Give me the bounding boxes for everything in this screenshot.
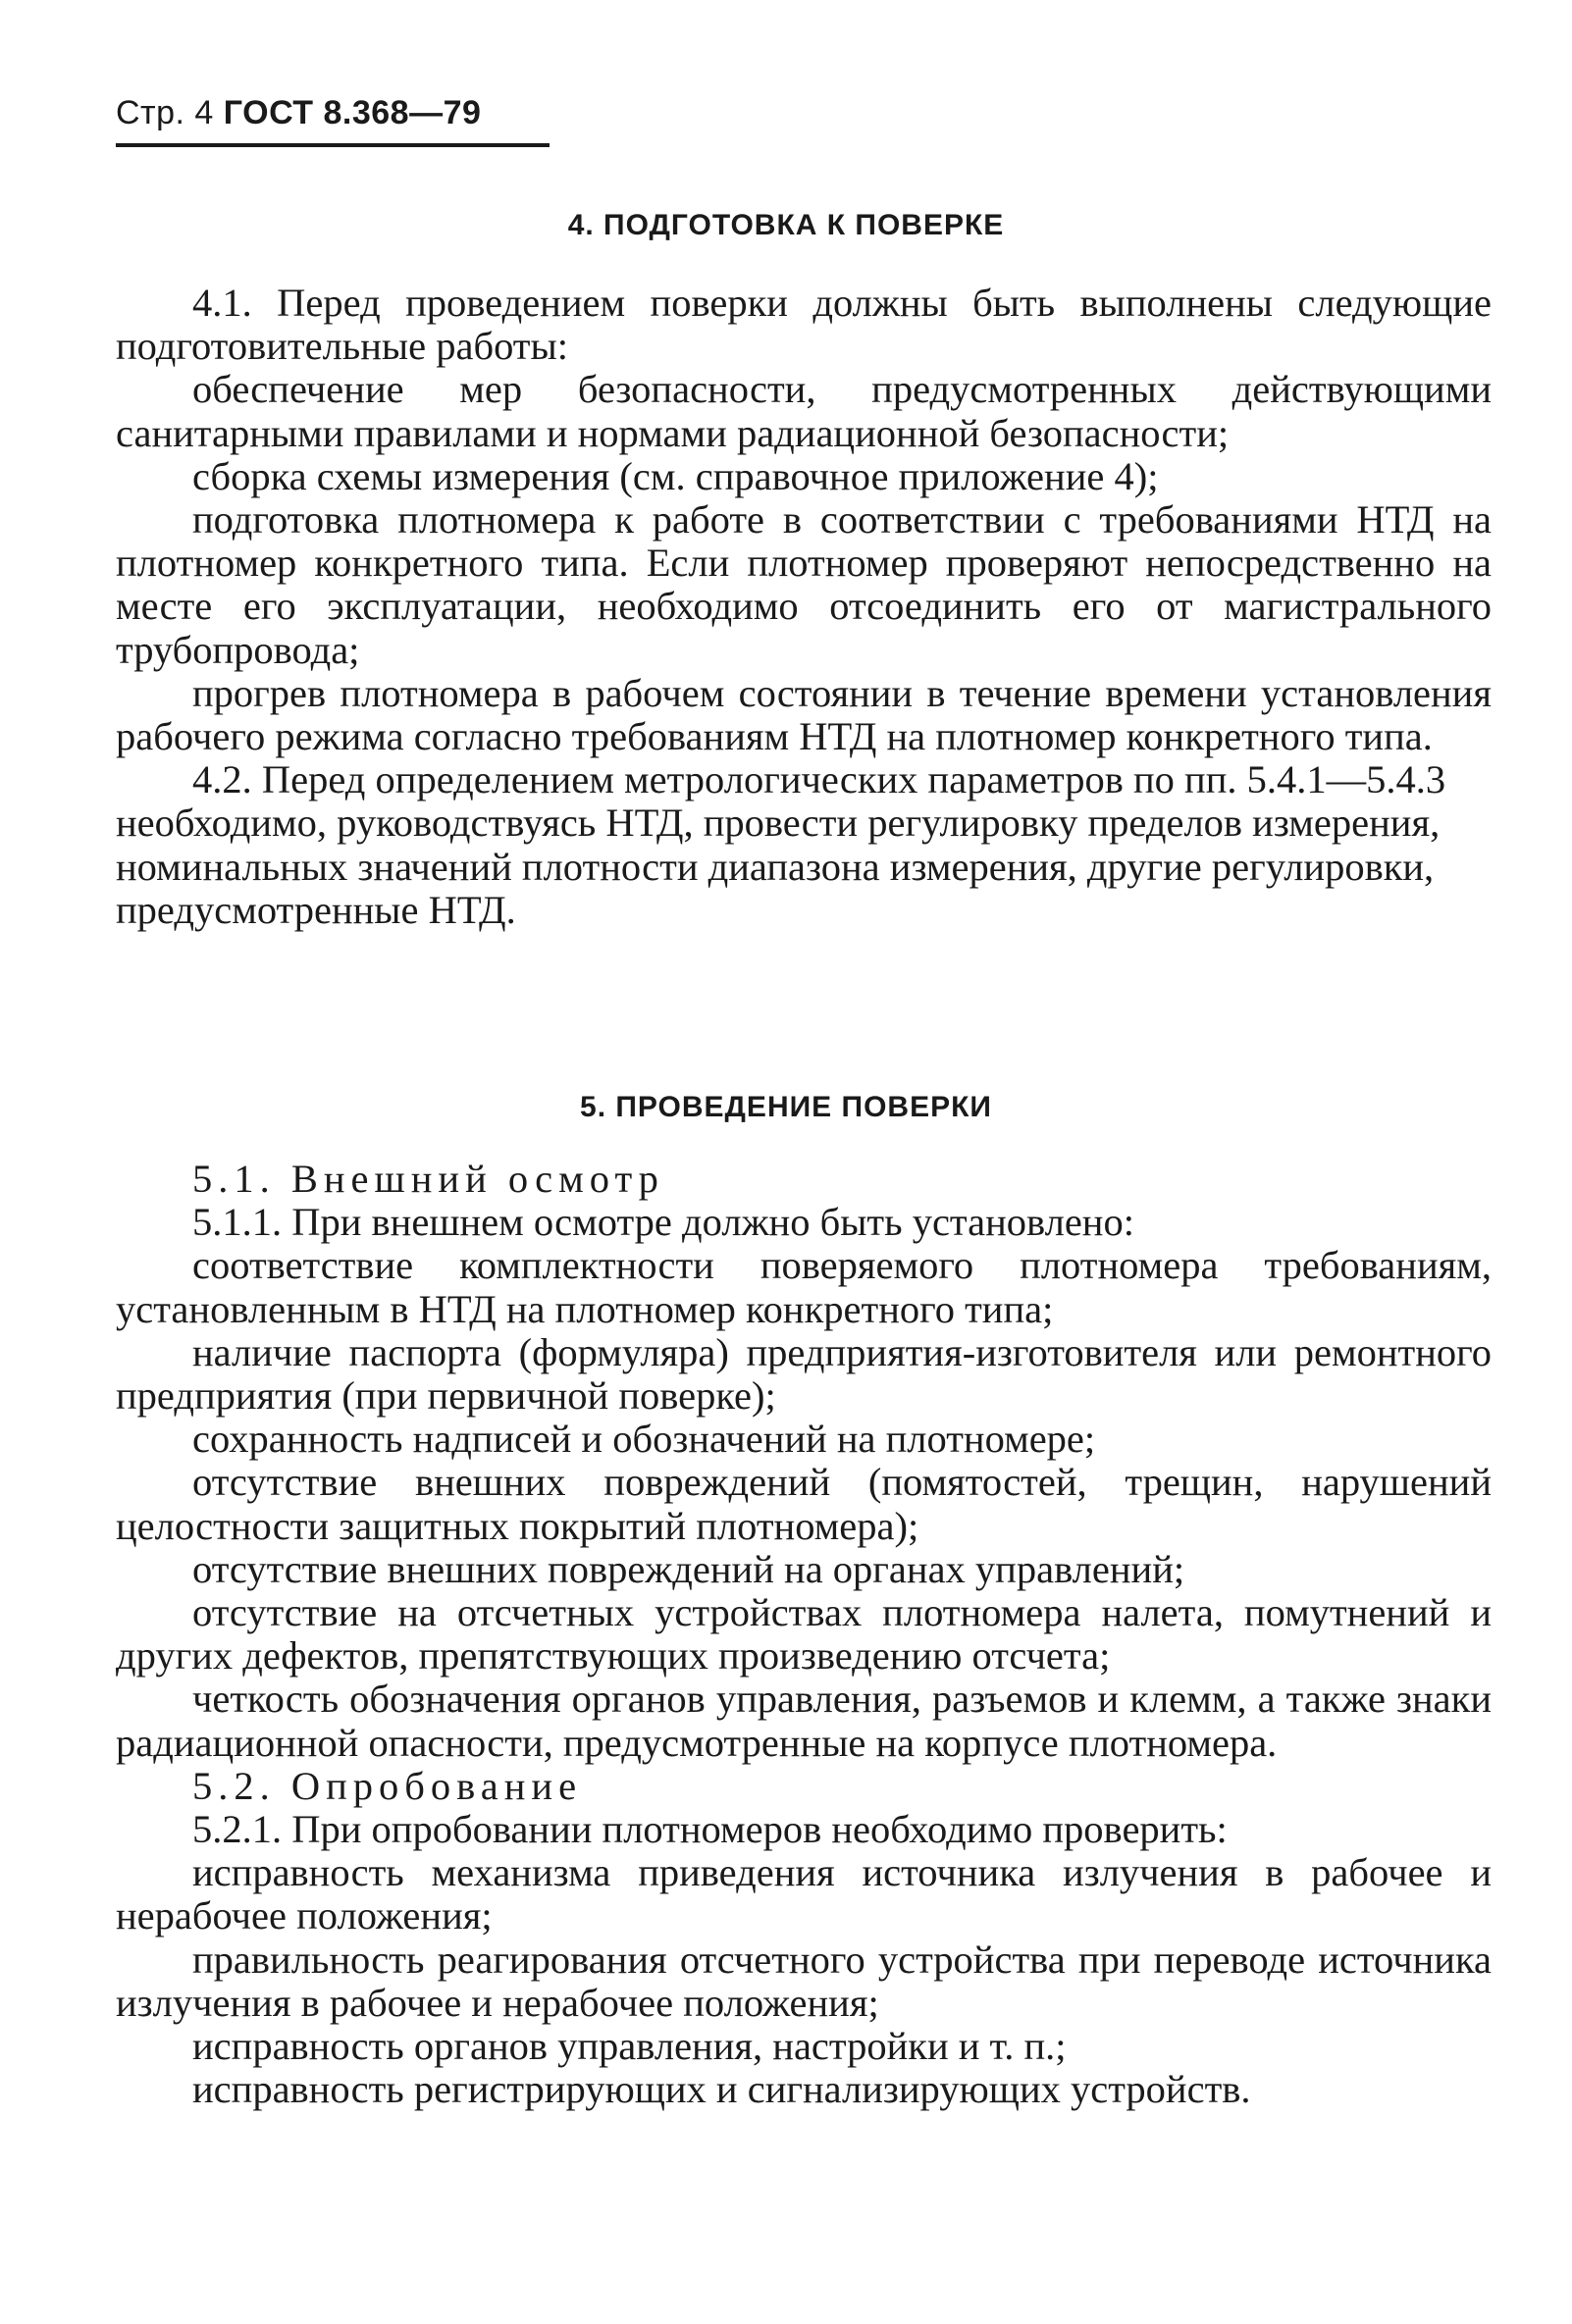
paragraph-warmup: прогрев плотномера в рабочем состоянии в течение времени установления рабочего режима согласно требованиям НТД на плотномер конкретного типа. [116,670,1492,759]
paragraph-5-2-1: 5.2.1. При опробовании плотномеров необходимо проверить: [192,1807,1228,1852]
paragraph-4-2: 4.2. Перед определением метрологических параметров по пп. 5.4.1—5.4.3 необходимо, руководствуясь НТД, провести регулировку пределов измерения, номинальных значений плотности диапазона измерения, другие регулировки, предусмотренные НТД. [116,757,1446,932]
paragraph-recording: исправность регистрирующих и сигнализирующих устройств. [192,2067,1251,2112]
paragraph-controls: исправность органов управления, настройки и т. п.; [192,2024,1067,2069]
paragraph-markings: четкость обозначения органов управления, разъемов и клемм, а также знаки радиационной опасности, предусмотренные на корпусе плотномера. [116,1677,1492,1765]
section-4-title: 4. ПОДГОТОВКА К ПОВЕРКЕ [567,209,1005,241]
paragraph-passport: наличие паспорта (формуляра) предприятия-изготовителя или ремонтного предприятия (при первичной поверке); [116,1329,1492,1419]
paragraph-readout-defects: отсутствие на отсчетных устройствах плотномера налета, помутнений и других дефектов, препятствующих произведению отсчета; [116,1590,1492,1678]
paragraph-4-1: 4.1. Перед проведением поверки должны быть выполнены следующие подготовительные работы: [116,281,1492,369]
section-5-body [116,1158,1492,2111]
paragraph-safety: обеспечение мер безопасности, предусмотренных действующими санитарными правилами и нормами радиационной безопасности; [116,367,1492,455]
paragraph-damage: отсутствие внешних повреждений (помятостей, трещин, нарушений целостности защитных покрытий плотномера); [116,1460,1492,1548]
paragraph-response: правильность реагирования отсчетного устройства при переводе источника излучения в рабочее и нерабочее положения; [116,1937,1492,2025]
section-5-title: 5. ПРОВЕДЕНИЕ ПОВЕРКИ [580,1091,992,1123]
subsection-5-2-title: 5.2. Опробование [192,1763,583,1808]
header-rule [116,143,550,147]
paragraph-5-1-1: 5.1.1. При внешнем осмотре должно быть установлено: [192,1200,1134,1245]
page-header [116,94,481,132]
paragraph-controls-damage: отсутствие внешних повреждений на органах управлений; [192,1546,1185,1591]
subsection-5-1-title: 5.1. Внешний осмотр [192,1157,664,1201]
paragraph-assembly: сборка схемы измерения (см. справочное приложение 4); [192,453,1159,498]
doc-code: ГОСТ 8.368—79 [223,94,482,131]
paragraph-completeness: соответствие комплектности поверяемого плотномера требованиям, установленным в НТД на плотномер конкретного типа; [116,1243,1492,1331]
page-label: Стр. 4 [116,94,214,131]
paragraph-inscriptions: сохранность надписей и обозначений на плотномере; [192,1417,1096,1462]
section-4-body [116,282,1492,932]
paragraph-mechanism: исправность механизма приведения источника излучения в рабочее и нерабочее положения; [116,1850,1492,1938]
paragraph-preparation: подготовка плотномера к работе в соответствии с требованиями НТД на плотномер конкретного типа. Если плотномер проверяют непосредственно на месте его эксплуатации, необходимо отсоединить его от магистрального трубопровода; [116,497,1492,672]
